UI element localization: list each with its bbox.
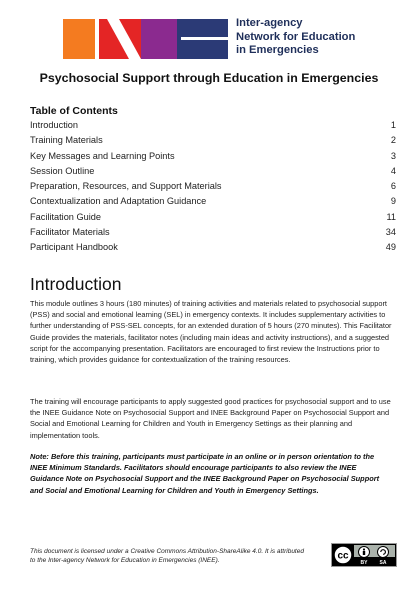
toc-row[interactable] <box>30 166 396 181</box>
logo-stripe <box>181 37 228 40</box>
toc-page: 4 <box>390 165 396 176</box>
document-title: Psychosocial Support through Education in Emergencies <box>39 71 379 85</box>
toc-page: 2 <box>390 135 396 146</box>
toc-page: 9 <box>390 196 396 207</box>
toc-row[interactable] <box>30 212 396 227</box>
toc-page: 11 <box>386 211 396 222</box>
logo-block-purple <box>141 19 177 59</box>
intro-paragraph: This module outlines 3 hours (180 minutes) of training activities and materials related to psychosocial support (PSS) and social and emotional learning (SEL) in emergency contexts. It includes supplementary activities to further understanding of PSS-SEL concepts, for an extended duration of 5 hours (270 minutes). This Facilitator Guide provides the materials, facilitator notes (including main ideas and activity instructions), and a suggested script for the accompanying presentation. Facilitators are encouraged to first review the Instructions prior to training, which provides guidance for contextualization of the training resources. <box>30 299 392 365</box>
license-notice: This document is licensed under a Creative Commons Attribution-ShareAlike 4.0. It is attributed to the Inter-agency Network for Education in Emergencies (INEE). <box>30 548 304 564</box>
toc-label: Facilitator Materials <box>30 227 110 238</box>
toc-row[interactable] <box>30 181 396 196</box>
cc-badge-graphic <box>332 544 396 566</box>
toc-row[interactable] <box>30 135 396 150</box>
logo-block-orange <box>63 19 95 59</box>
intro-note: Note: Before this training, participants must participate in an online or in person orientation to the INEE Minimum Standards. Facilitators should encourage participants to also review the INEE Guidance Note on Psychosocial Support and the INEE Background Paper on Psychosocial Support and Social and Emotional Learning for Children and Youth in Emergency Settings. <box>30 452 380 495</box>
cc-badge-by-text: BY <box>360 560 368 566</box>
cc-by-sa-badge[interactable] <box>331 543 397 567</box>
toc-label: Introduction <box>30 120 79 130</box>
intro-paragraph: The training will encourage participants to apply suggested good practices for psychosocial support and to use the INEE Guidance Note on Psychosocial Support and INEE Background Paper on Psychosocial Support and Social and Emotional Learning for Children and Youth in Emergency Settings as their planning and implementation tools. <box>30 397 391 440</box>
toc-page: 3 <box>390 150 396 161</box>
org-name-line1: Inter-agency <box>236 17 303 29</box>
toc-row[interactable] <box>30 196 396 211</box>
cc-badge-sa-text: SA <box>379 560 387 566</box>
share-alike-icon <box>378 547 389 558</box>
toc-page: 34 <box>385 227 396 238</box>
toc-label: Session Outline <box>30 165 95 176</box>
toc-label: Preparation, Resources, and Support Materials <box>30 181 222 192</box>
toc-row[interactable] <box>30 242 396 257</box>
toc-row[interactable] <box>30 151 396 166</box>
toc-page: 6 <box>390 181 396 192</box>
toc-label: Contextualization and Adaptation Guidance <box>30 196 207 207</box>
introduction-heading: Introduction <box>30 274 122 294</box>
org-name <box>236 17 386 58</box>
toc-label: Key Messages and Learning Points <box>30 150 175 161</box>
inee-logo <box>63 17 228 61</box>
toc-row[interactable] <box>30 120 396 135</box>
toc-page: 49 <box>385 242 396 253</box>
toc-page: 1 <box>390 120 396 130</box>
toc-row[interactable] <box>30 227 396 242</box>
toc-heading: Table of Contents <box>30 105 118 117</box>
org-name-line2: Network for Education <box>236 30 356 43</box>
table-of-contents <box>30 105 396 258</box>
toc-label: Training Materials <box>30 135 103 146</box>
org-name-line3: in Emergencies <box>236 44 319 57</box>
cc-badge-cc-text: cc <box>337 550 349 562</box>
toc-label: Facilitation Guide <box>30 211 101 222</box>
toc-label: Participant Handbook <box>30 242 118 253</box>
